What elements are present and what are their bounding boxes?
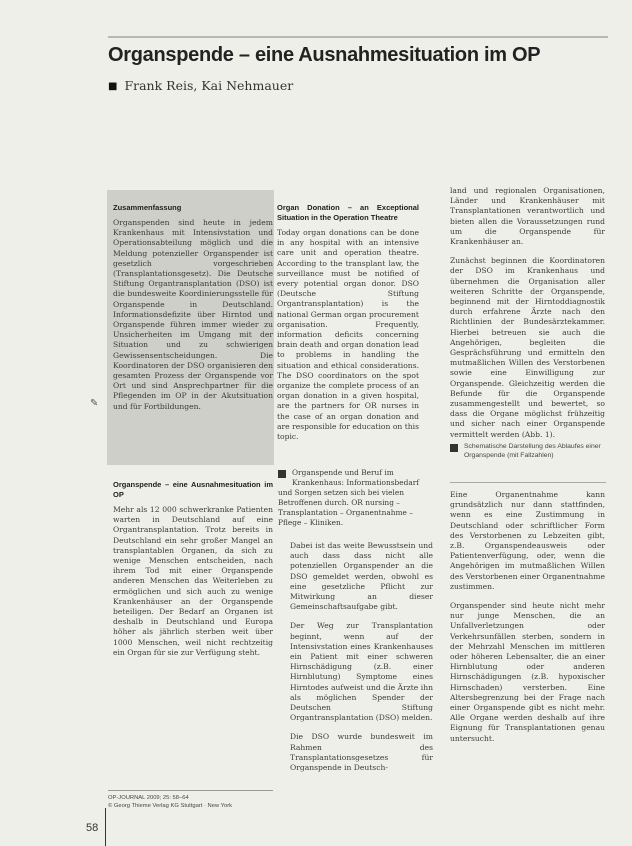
figure-caption-text: Schematische Darstellung des Ablaufes einer Organspende (mit Fallzahlen) <box>464 443 601 459</box>
right-paragraph-3: Eine Organentnahme kann grundsätzlich nur dann stattfinden, wenn es eine Zustimmung in Deutschland oder schriftlicher Form des Verstorbenen zu Lebzeiten gibt, z.B. Organspendeausweis oder Patientenverfügung, oder, wenn die Angehörigen im mutmaßlichen Willen des Verstorbenen einer Organentnahme zustimmen. <box>450 490 605 591</box>
note-square-icon <box>278 470 286 478</box>
middle-paragraph-3: Die DSO wurde bundesweit im Rahmen des Transplantationsgesetzes für Organspende in Deutsch- <box>290 732 433 773</box>
article-authors <box>108 78 293 93</box>
journal-citation: OP-JOURNAL 2009; 25: 58–64 <box>108 795 189 801</box>
top-rule <box>108 36 608 38</box>
page-number: 58 <box>86 822 99 834</box>
abstract-german <box>113 203 273 421</box>
note-text: Organspende und Beruf im Krankenhaus: Informationsbedarf und Sorgen setzen sich bei vielen Betroffenen durch. OR nursing – Transplantation – Organentnahme – Pflege – Kliniken. <box>278 468 420 527</box>
journal-footnote <box>108 790 273 810</box>
figure-caption <box>450 442 608 460</box>
intro-text: Mehr als 12 000 schwerkranke Patienten warten in Deutschland auf eine Organtransplantation. Trotz bereits in Deutschland ein sehr großer Mangel an transplantablen Organen, da sich zu wenige Menschen entscheiden, nach ihrem Tod mit einer Organspende anderen Menschen das Weiterleben zu ermöglichen und sich auch zu wenige Krankenhäuser an der Organspende beteiligen. Der Bedarf an Organen ist deshalb in Deutschland und Europa höher als jährlich sterben weit über 1000 Menschen, weil nicht rechtzeitig ein Organ für sie zur Verfügung steht. <box>113 505 273 657</box>
right-paragraph-4: Organspender sind heute nicht mehr nur junge Menschen, die an Unfallverletzungen oder Verkehrsunfällen sterben, sondern in der Mehrzahl Menschen im mittleren oder höheren Lebensalter, die an einer Hirnblutung oder anderen Hirnschädigungen (z.B. hypoxischer Hirnschaden) versterben. Eine Altersbegrenzung bei der Frage nach einer Organspende gibt es nicht mehr. Alle Organe werden deshalb auf ihre Eignung für Transplantationen genau untersucht. <box>450 601 605 743</box>
author-names: Frank Reis, Kai Nehmauer <box>124 78 294 93</box>
abstract-english <box>277 203 419 451</box>
abstract-german-text: Organspenden sind heute in jedem Krankenhaus mit Intensivstation und Operationsabteilung möglich und die Meldung potenzieller Organspender ist gesetzlich vorgeschrieben (Transplantationsgesetz). Die Deutsche Stiftung Organtransplantation (DSO) ist die bundesweite Koordinierungsstelle für Organspende in Deutschland. Informationsdefizite über Hirntod und Organspende führen immer wieder zu Unsicherheiten im Umgang mit der Situation und zu schwierigen Gewissensentscheidungen. Die Koordinatoren der DSO organisieren den gesamten Prozess der Organspende vor Ort und sind Ansprechpartner für die Pflegenden im OP in der Akutsituation und für Fortbildungen. <box>113 218 273 411</box>
middle-paragraph-2: Der Weg zur Transplantation beginnt, wenn auf der Intensivstation eines Krankenhauses ein Patient mit einer schweren Hirnschädigung (z.B. einer Hirnblutung) Symptome eines Hirntodes aufweist und die Ärzte ihn als möglichen Spender der Deutschen Stiftung Organtransplantation (DSO) melden. <box>290 621 433 723</box>
middle-paragraph-1: Dabei ist das weite Bewusstsein und auch dass dass nicht alle potenziellen Organspender an die DSO gemeldet werden, obwohl es eine gesetzliche Pflicht zur Mitwirkung an dieser Gemeinschaftsaufgabe gibt. <box>290 541 433 612</box>
right-column-top <box>450 186 605 449</box>
page-number-rule <box>105 808 106 846</box>
keyword-note <box>278 468 434 528</box>
right-paragraph-2: Zunächst beginnen die Koordinatoren der DSO im Krankenhaus und übernehmen die Organisation aller weiteren Schritte der Organspende, beginnend mit der Hirntoddiagnostik durch erfahrene Ärzte nach den Richtlinien der Bundesärztekammer. Hierbei betreuen sie auch die Angehörigen, begleiten die Gesprächsführung und ermitteln den mutmaßlichen Willen des Verstorbenen sowie eine Einwilligung zur Organspende. Gleichzeitig werden die Befunde für die Organspende zusammengestellt und bewertet, so dass die Organe möglichst frühzeitig und sicher nach einer Organspende vermittelt werden (Abb. 1). <box>450 256 605 439</box>
figure-rule <box>450 482 606 483</box>
right-paragraph-1: land und regionalen Organisationen, Länder und Krankenhäuser mit Transplantationen verantwortlich und bieten allen die Voraussetzungen rund um die Organspende für Krankenhäuser an. <box>450 186 605 247</box>
figure-square-icon <box>450 444 458 452</box>
abstract-english-text: Today organ donations can be done in any hospital with an intensive care unit and operation theatre. According to the transplant law, the surveillance must be notified of every potential organ donor. DSO (Deutsche Stiftung Organtransplantation) is the national German organ procurement organisation. Frequently, information deficits concerning brain death and organ donation lead to problems in handling the situation and ethical considerations. The DSO coordinators on the spot organize the complete process of an organ donation in a given hospital, are the partners for OR nurses in the case of an organ donation and are responsible for education on this topic. <box>277 228 419 442</box>
intro-column <box>113 480 273 667</box>
abstract-german-heading: Zusammenfassung <box>113 203 182 212</box>
right-column-bottom <box>450 490 605 753</box>
author-bullet-icon: ■ <box>108 81 118 92</box>
margin-mark-icon: ✎ <box>90 398 99 409</box>
middle-column <box>290 541 433 782</box>
article-title: Organspende – eine Ausnahmesituation im OP <box>108 44 541 66</box>
publisher-line: © Georg Thieme Verlag KG Stuttgart · New York <box>108 803 233 809</box>
intro-heading: Organspende – eine Ausnahmesituation im OP <box>113 480 273 499</box>
abstract-english-heading: Organ Donation – an Exceptional Situation in the Operation Theatre <box>277 203 419 222</box>
